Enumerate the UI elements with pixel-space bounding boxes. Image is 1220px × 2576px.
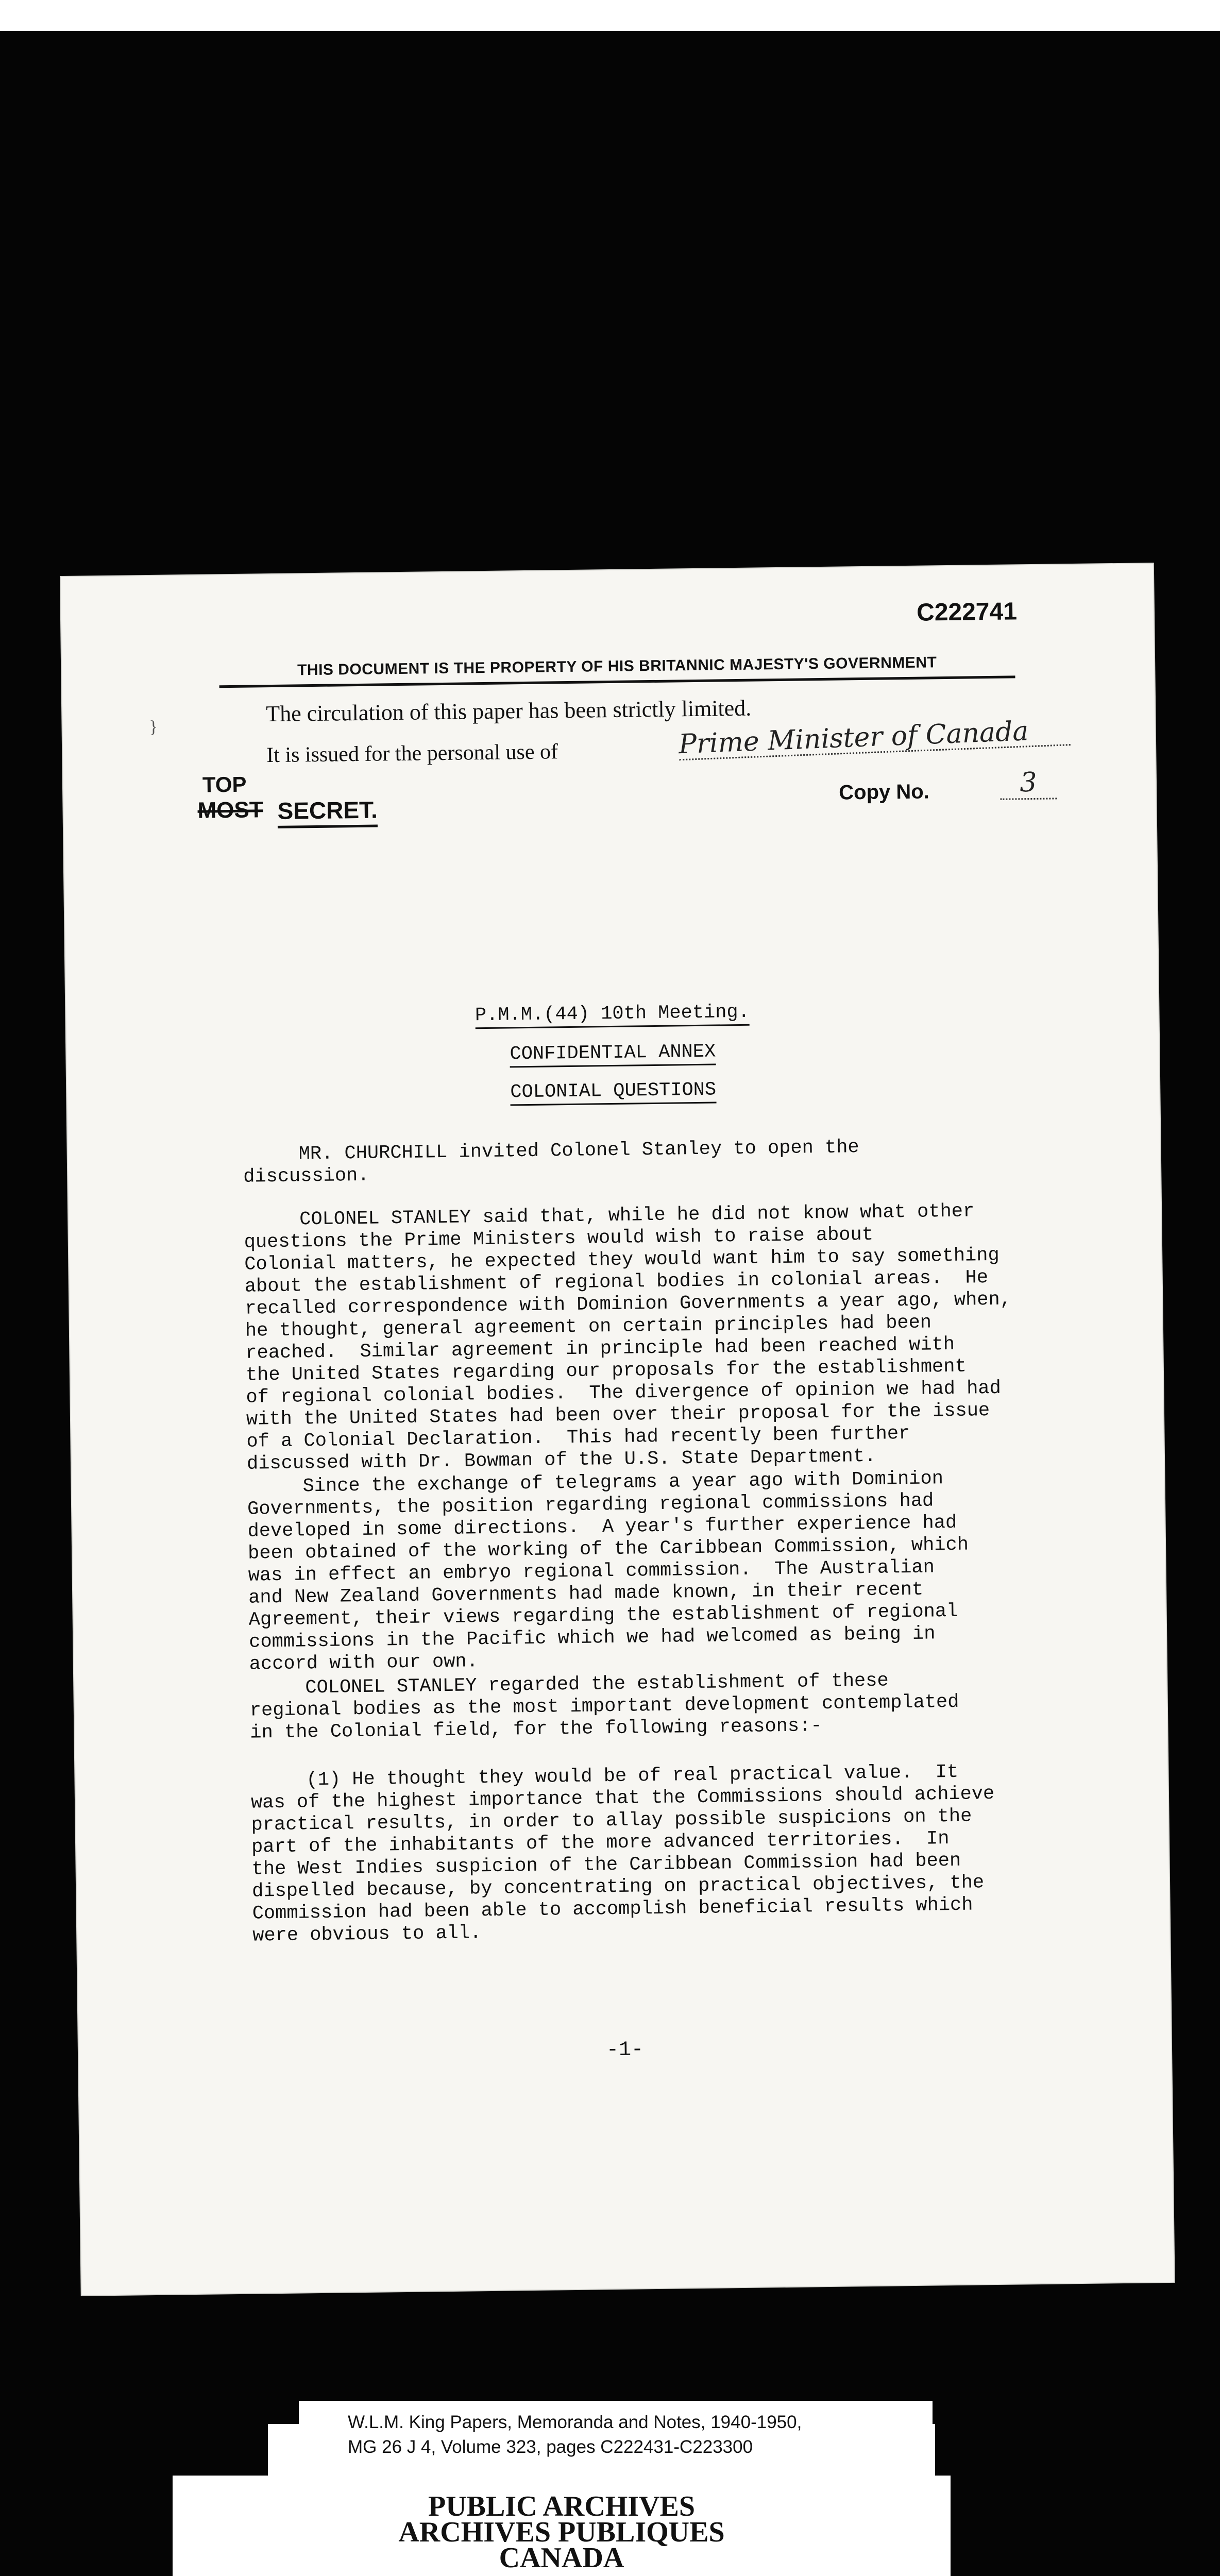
paragraph-text: COLONEL STANLEY regarded the establishment of these regional bodies as the most important development contemplated in the Colonial field, for the following reasons:- bbox=[249, 1670, 959, 1744]
meeting-heading bbox=[66, 996, 1158, 1031]
property-notice: THIS DOCUMENT IS THE PROPERTY OF HIS BRITANNIC MAJESTY'S GOVERNMENT bbox=[219, 653, 1015, 688]
paragraph-text: MR. CHURCHILL invited Colonel Stanley to open the discussion. bbox=[243, 1137, 859, 1188]
copy-number-label: Copy No. bbox=[838, 780, 930, 804]
archives-country: CANADA bbox=[499, 2542, 624, 2574]
paragraph-1 bbox=[243, 1133, 1119, 1189]
document-number-stamp: C222741 bbox=[916, 598, 1018, 626]
document-page bbox=[61, 564, 1174, 2295]
classification-top: TOP bbox=[202, 772, 247, 797]
paragraph-2 bbox=[244, 1199, 1123, 1476]
label-right-tab bbox=[935, 2424, 951, 2476]
subject-heading bbox=[67, 1074, 1159, 1109]
issued-notice: It is issued for the personal use of bbox=[266, 740, 558, 768]
paragraph-3 bbox=[247, 1466, 1125, 1676]
archives-label bbox=[173, 2490, 951, 2574]
annex-heading-text: CONFIDENTIAL ANNEX bbox=[510, 1041, 716, 1068]
paragraph-text: (1) He thought they would be of real practical value. It was of the highest importance that the Commissions should achieve practical results, in order to allay possible suspicions on the part of the inhabitants of the more advanced territories. In the West Indies suspicion of the Caribbean Commission had been dispelled because, by concentrating on practical objectives, the Commission had been able to accomplish beneficial results which were obvious to all. bbox=[250, 1761, 995, 1947]
paragraph-text: Since the exchange of telegrams a year ago with Dominion Governments, the position regarding regional commissions had developed in some directions. A year's further experience had been obtained of the working of the Caribbean Commission, which was in effect an embryo regional commission. The Australian and New Zealand Governments had made known, in their recent Agreement, their views regarding the establishment of regional commissions in the Pacific which we had welcomed as being in accord with our own. bbox=[247, 1468, 969, 1675]
circulation-notice: The circulation of this paper has been strictly limited. bbox=[265, 695, 752, 727]
classification-most-struck: MOST bbox=[197, 797, 263, 823]
paragraph-4 bbox=[249, 1667, 1126, 1744]
annex-heading bbox=[66, 1036, 1159, 1071]
reference-line-1: W.L.M. King Papers, Memoranda and Notes, 1940-1950, bbox=[348, 2412, 802, 2432]
archive-reference bbox=[299, 2401, 933, 2476]
paragraph-5 bbox=[250, 1759, 1128, 1947]
handwritten-copy-number: 3 bbox=[1000, 767, 1057, 800]
page-number: -1- bbox=[606, 2038, 644, 2062]
meeting-heading-text: P.M.M.(44) 10th Meeting. bbox=[475, 1002, 750, 1029]
classification-secret: SECRET. bbox=[277, 796, 378, 828]
reference-line-2: MG 26 J 4, Volume 323, pages C222431-C223300 bbox=[348, 2437, 753, 2457]
archives-french: ARCHIVES PUBLIQUES bbox=[398, 2516, 725, 2548]
paragraph-text: COLONEL STANLEY said that, while he did not know what other questions the Prime Ministers would wish to raise about Colonial matters, he expected they would want him to say something about the establishment of regional bodies in colonial areas. He recalled correspondence with Dominion Governments a year ago, when, he thought, general agreement on certain principles had been reached. Similar agreement in principle had been reached with the United States regarding our proposals for the establishment of regional colonial bodies. The divergence of opinion we had had with the United States had been over their proposal for the issue of a Colonial Declaration. This had recently been further discussed with Dr. Bowman of the U.S. State Department. bbox=[244, 1200, 1012, 1475]
margin-mark: } bbox=[149, 717, 158, 737]
handwritten-recipient: Prime Minister of Canada bbox=[678, 714, 1071, 760]
subject-heading-text: COLONIAL QUESTIONS bbox=[510, 1079, 716, 1106]
label-left-tab bbox=[173, 2424, 268, 2476]
archives-english: PUBLIC ARCHIVES bbox=[428, 2490, 696, 2522]
